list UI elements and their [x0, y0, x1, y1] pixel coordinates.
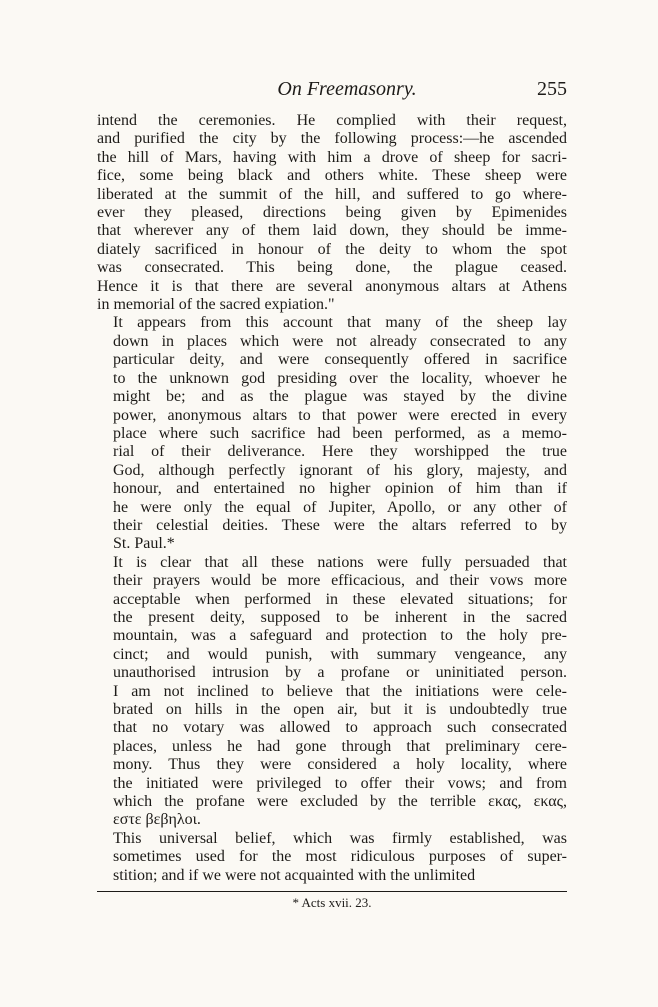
- text-line: diately sacrificed in honour of the deity to whom the spot: [97, 240, 567, 258]
- text-line: acceptable when performed in these elevated situations; for: [113, 590, 567, 608]
- text-line: fice, some being black and others white. These sheep were: [97, 167, 567, 185]
- text-line: particular deity, and were consequently offered in sacrifice: [113, 351, 567, 369]
- body-text: [97, 112, 567, 885]
- text-line: unauthorised intrusion by a profane or uninitiated person.: [113, 664, 567, 682]
- text-line: God, although perfectly ignorant of his glory, majesty, and: [113, 461, 567, 479]
- text-line: the hill of Mars, having with him a drove of sheep for sacri-: [97, 148, 567, 166]
- text-line: honour, and entertained no higher opinion of him than if: [113, 480, 567, 498]
- footnote: * Acts xvii. 23.: [292, 895, 372, 911]
- footnote-rule: [97, 891, 567, 892]
- text-line: power, anonymous altars to that power were erected in every: [113, 406, 567, 424]
- text-line: sometimes used for the most ridiculous purposes of super-: [113, 848, 567, 866]
- paragraph: [97, 314, 567, 553]
- text-line: the present deity, supposed to be inherent in the sacred: [113, 608, 567, 626]
- page-number: 255: [537, 78, 567, 100]
- text-line: It is clear that all these nations were fully persuaded that: [113, 553, 567, 571]
- text-line: which the profane were excluded by the terrible εκας, εκας,: [113, 793, 567, 811]
- text-line: in memorial of the sacred expiation.": [97, 296, 335, 314]
- text-line: cinct; and would punish, with summary vengeance, any: [113, 645, 567, 663]
- text-line: he were only the equal of Jupiter, Apollo, or any other of: [113, 498, 567, 516]
- text-line: the initiated were privileged to offer their vows; and from: [113, 774, 567, 792]
- text-line: places, unless he had gone through that preliminary cere-: [113, 737, 567, 755]
- text-line: was consecrated. This being done, the plague ceased.: [97, 259, 567, 277]
- text-line: St. Paul.*: [113, 535, 175, 553]
- text-line: This universal belief, which was firmly established, was: [113, 829, 567, 847]
- text-line: brated on hills in the open air, but it is undoubtedly true: [113, 701, 567, 718]
- text-line: their prayers would be more efficacious, and their vows more: [113, 572, 567, 590]
- text-line: ever they pleased, directions being given by Epimenides: [97, 204, 567, 222]
- text-line: that no votary was allowed to approach such consecrated: [113, 719, 567, 737]
- paragraph: [97, 112, 567, 314]
- running-head: [97, 78, 567, 104]
- text-line: mony. Thus they were considered a holy locality, where: [113, 756, 567, 774]
- text-line: It appears from this account that many of the sheep lay: [113, 314, 567, 332]
- text-line: to the unknown god presiding over the locality, whoever he: [113, 369, 567, 387]
- text-line: mountain, was a safeguard and protection to the holy pre-: [113, 627, 567, 645]
- book-page: [97, 78, 567, 911]
- text-line: stition; and if we were not acquainted with the unlimited: [113, 866, 476, 884]
- text-line: Hence it is that there are several anonymous altars at Athens: [97, 277, 567, 295]
- paragraph: [97, 554, 567, 830]
- text-line: down in places which were not already consecrated to any: [113, 332, 567, 350]
- text-line: I am not inclined to believe that the initiations were cele-: [113, 682, 567, 700]
- running-title: On Freemasonry.: [277, 78, 417, 100]
- text-line: place where such sacrifice had been performed, as a memo-: [113, 424, 567, 442]
- text-line: and purified the city by the following process:—he ascended: [97, 130, 567, 148]
- paragraph: [97, 830, 567, 885]
- text-line: that wherever any of them laid down, they should be imme-: [97, 222, 567, 240]
- text-line: their celestial deities. These were the altars referred to by: [113, 516, 567, 534]
- text-line: rial of their deliverance. Here they worshipped the true: [113, 443, 567, 461]
- text-line: liberated at the summit of the hill, and suffered to go where-: [97, 185, 567, 203]
- text-line: εστε βεβηλοι.: [113, 811, 201, 829]
- text-line: intend the ceremonies. He complied with their request,: [97, 112, 567, 129]
- text-line: might be; and as the plague was stayed by the divine: [113, 388, 567, 406]
